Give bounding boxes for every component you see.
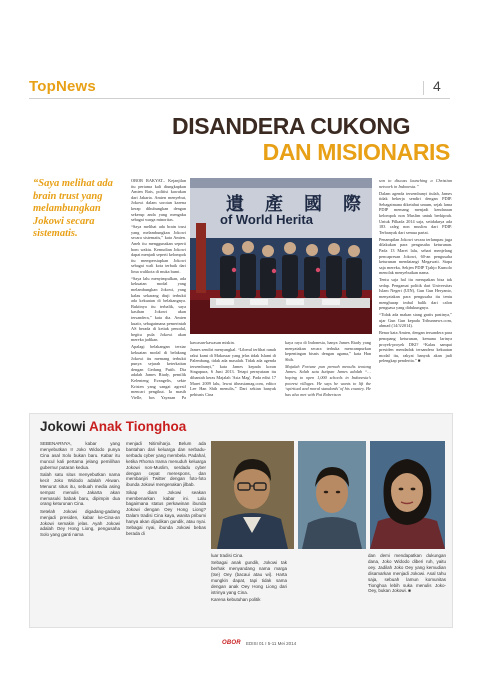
sidebar-title-jokowi: Jokowi [40,419,86,434]
sidebar-paragraph: Sebagai anak gundik, Jokowi tak berhak menyandang nama marga (tse) Oey (bacaui atau wi). Harta mungkin dapat, tapi tidak sama dengan anak Oey Hong Liong dari istrinya yang Cina. [211,560,287,595]
sidebar-paragraph: menjadi Nitimiharjo. Belum ada bantahan dari keluarga dan serbadu-serbadu cyber yang membela. Padahal, ketika Rhoma Irama menuduh keluarga Jokowi non-Muslim, serdadu cyber dengan cepat merespons, dan membanjiri Twitter dengan foto-foto ibunda Jokowi mengenakan jilbab. [126,441,206,488]
article-paragraph: kawasan-kawasan miskin. [190,340,235,345]
article-paragraph: kaya raya di Indonesia, hanya James Riady yang menyatakan secara terbuka mencampurkan kepentingan bisnis dengan agama,” kata Han Shih. [285,340,371,362]
footer-brand-logo: OBOR [222,640,241,646]
article-paragraph: Tentu saja hal itu merupakan bisa tak sedap. Pengamat politik dari Universitas Islam Negeri (UIN), Gun Gun Heryanto, menyatakan para pengusaha itu tentu menghurap imbal balik dari calon penguasa yang didukungnya. [379,277,452,311]
event-photo [190,178,372,334]
sidebar-column-1 [40,441,120,621]
article-column-3 [285,340,371,402]
photo-banner-chinese: 遺 產 國 際 [226,194,370,214]
woman-portrait-photo [370,441,445,549]
boy-portrait [298,441,366,549]
man-portrait-photo [211,441,294,549]
article-column-2 [190,340,276,402]
article-paragraph: James sendiri menyangkal. “Liberal terlihat ranah raksi kami di Makassar yang jelas tidak Islami di Palembang, tidak ada masalah. Tidak ada agenda tersembunyi,” kata James kepada koran Singapura, 6 Juni 2013. Tetapi pernyataan itu dibantah keras Majalah 'Asia Mag'. Pada edisi 17 Maret 2009 lalu, lewat itheasiamag.com, editor Lee Han Shih menulis,” Dari sekian banyak pebisnis Cina [190,346,276,397]
page-number-divider [423,81,424,95]
sidebar-paragraph: Setelah Jokowi digadang-gadang menjadi presiden, kabar ke-Cina-an Jokowi semakin jelas. Ayah Jokowi adalah Oey Hong Liong, pengusaha Solo yang ganti nama [40,508,120,538]
article-paragraph: OBOR RAKYAT– Kejanjilan itu pertama kali diungkapkan Amien Rais, politisi kawakan dari Jakarta. Amien menyebut, Jokowi dalam sorotan karena kerap dihubungkan dengan sekerup anda yang mengaku sebagai warga minoritas. [131,178,186,223]
sidebar-paragraph: SEBENARNYA, kabar yang menyebutkan Ir Joko Widodo punya Cina asal Solo bukan baru. Kabar itu muncul kali pertama jelang pemilihan gubernur putaran kedua. [40,441,120,470]
sidebar-title [40,419,186,434]
sidebar-paragraph: Sikap diam Jokowi seakan membenarkan kabar ini. Lalu bagaimana status perkawinan ibunda Jokowi dengan Oey Hong Liong? Dalam tradisi Cina kaya, wanita pribumi hanya akan dijadikan gundik, atau nyai. Sebagai nyai, ibunda Jokowi bebas berada di [126,489,206,536]
headline-line1: DISANDERA CUKONG [172,113,411,139]
pull-quote: “Saya melihat ada brain trust yang melambungkan Jokowi secara sistematis. [33,178,113,240]
article-paragraph: son to discuss launching a Christian network in Indonesia.” [379,178,452,189]
article-column-1 [131,178,186,400]
sidebar-paragraph: luar tradisi Cina. [211,553,244,558]
sidebar-title-anak-tionghoa: Anak Tionghoa [89,419,187,434]
article-column-4 [379,178,452,402]
boy-portrait-photo [298,441,366,549]
sidebar-column-4 [368,553,446,621]
page-number: 4 [433,78,441,94]
header-rule [29,98,450,99]
photo-banner-english: of World Herita [220,212,313,227]
woman-portrait [370,441,445,549]
article-paragraph: “Tidak ada makan siang gratis pastinya,” ujar Gun Gun kepada Tribunnews.com, ahmad (14/3/2014). [379,312,452,329]
sidebar-paragraph: dan demi mendapatkan dukungan dana, Joko Widodo diberi ruh, yaitu oey. Jadilah Joko Oey yang kemudian disamarkan menjadi Jokowi. Asal tahu saja, sebuah lamun komunitas Tionghoa lebih suka menulis Joko-Oey, bukan Jokowi. ■ [368,553,446,594]
article-paragraph: “Saya lalu menyimpulkan, ada kekuatan modal yang melambungkan Jokowi, yang kalau sekarang diuji terbukti ada kekuatan di belakangnya. Buktinya itu terbalik, saya kasihan Jokowi akan tersandera,” kata dia. Amien kuatir, sebagaimana pemerintah AS berada di ketiak penodal, begitu pula Jokowi akan mereka jadikan. [131,275,186,343]
sidebar-column-3 [211,553,287,621]
sidebar-paragraph: Karena kebutuhan politik [211,597,261,603]
article-paragraph: Dalam agenda tersembunyi itulah, James tidak bekerja sendiri dengan PDIP. Sebagaimana diketahui umum, sejak lama PDIP memang menjadi kendaraan kelompok non Muslim untuk berkiprah. Untuk Pilkada 2014 saja, setidaknya ada 183 caleg non muslim dari PDIP. Terbanyak dari semua partai. [379,190,452,235]
article-paragraph: Penampilan Jokowi secara terlampau juga dilakukan para pengusaha keturunan. Pada 13 Maret lalu, sehari menjelang pencapresan Jokowi, 60-an pengusaha keturunan mendatangi Megawati. Siapa saja mereka, Sekjen PDIP Tjahjo Kumolo menolak menyebutkan nama. [379,236,452,276]
article-paragraph: Benar kata Amien, dengan tersandera para penopang keturunan, kemana larinya proyek-proyek DKI? “Kalau sampai presiden mendadak tersandera kekuatan modal itu, rakyat banyak akan jadi pelengkap penderita.” ■ [379,330,452,364]
headline-line2: DAN MISIONARIS [262,139,450,165]
article-paragraph: Apalagi belakangan tersiar kekuatan modal di belakang Jokowi itu memang terbukti punya sejarah keterkaitan dengan Gedung Putih. Dia adalah James Riady, pemilik Kelenteng Evangelis, sekte Kristen yang sangat agresif mencari pengikut. Ia masih Vielle, bos Yayasan Pa [131,344,186,400]
sidebar-column-2 [126,441,206,621]
footer-edition: EDISI 01 I 5-11 Mei 2014 [246,641,297,646]
article-paragraph: “Saya melihat ada brain trust yang melambungkan Jokowi secara sistematis,” kata Amien. Aneh itu menggunakan seperti bom waktu. Kemudian Jokowi dapat menjadi seperti kelompok itu mempersiapkan Jokowi sebagai wali kota terbaik dari lima walikota di muka bumi. [131,224,186,274]
article-paragraph: Majalah Fortune pun pernah menulis tentang James. Salah satu kutipan James adalah “…hoping to open 1,000 schools in Indonesia’s poorest villages. He says he wants to lift the ‘spiritual and moral standards’ of his country. He has also met with Pat Robertson [285,363,371,397]
sidebar-paragraph: Salah satu situs menyebutkan nama keciI Joko Widodo adalah Akwan. Menurut situs itu, sebuah media asing sempat menulis Jakarta akan memasuki babak baru, dipimpin dua orang keturunan Cina. [40,471,120,507]
section-label: TopNews [29,78,96,95]
man-portrait [211,441,294,549]
